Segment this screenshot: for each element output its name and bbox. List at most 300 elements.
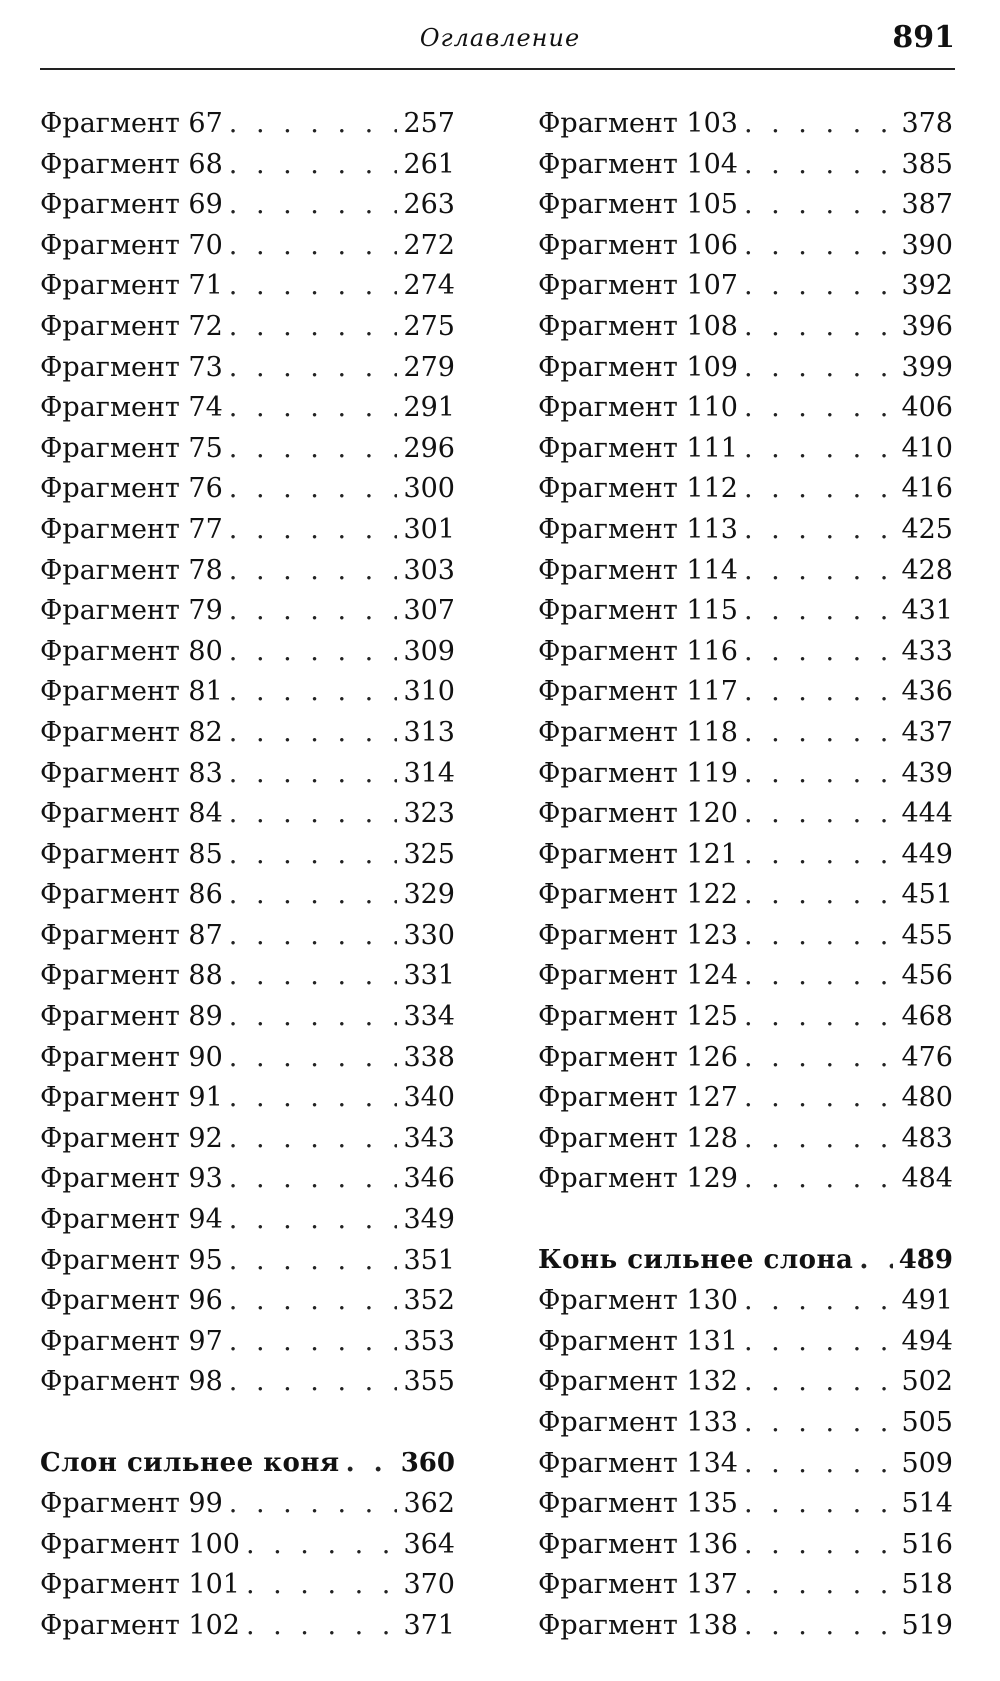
dot-leader [229, 352, 398, 383]
entry-page-number: 425 [901, 513, 953, 545]
toc-entry [40, 1245, 455, 1286]
entry-page-number: 371 [403, 1609, 455, 1641]
dot-leader [229, 555, 398, 586]
toc-entry [40, 879, 455, 920]
dot-leader [744, 230, 895, 261]
entry-label: Фрагмент 124 [538, 960, 738, 992]
dot-leader [744, 595, 895, 626]
entry-page-number: 346 [403, 1163, 455, 1195]
toc-entry [538, 352, 953, 393]
entry-label: Фрагмент 104 [538, 148, 738, 180]
entry-page-number: 505 [901, 1407, 953, 1438]
entry-page-number: 309 [403, 635, 455, 667]
dot-leader [229, 108, 398, 139]
dot-leader [744, 1326, 895, 1357]
entry-label: Фрагмент 67 [40, 108, 223, 139]
toc-entry [40, 798, 455, 839]
entry-page-number: 433 [901, 635, 953, 667]
entry-page-number: 456 [901, 960, 953, 992]
entry-label: Фрагмент 102 [40, 1609, 240, 1641]
entry-page-number: 519 [901, 1609, 953, 1641]
entry-label: Фрагмент 122 [538, 879, 738, 911]
entry-page-number: 364 [403, 1528, 455, 1560]
entry-label: Фрагмент 114 [538, 554, 738, 586]
toc-entry [40, 1326, 455, 1367]
toc-entry [40, 1285, 455, 1326]
toc-entry [538, 798, 953, 839]
entry-page-number: 387 [901, 189, 953, 221]
entry-page-number: 274 [403, 270, 455, 302]
toc-entry [40, 311, 455, 352]
toc-entry [538, 1326, 953, 1367]
dot-leader [229, 1285, 398, 1316]
dot-leader [744, 555, 895, 586]
dot-leader [744, 920, 895, 951]
entry-label: Фрагмент 73 [40, 351, 223, 383]
entry-page-number: 340 [403, 1082, 455, 1114]
toc-entry [40, 1366, 455, 1407]
toc-entry [40, 636, 455, 677]
entry-label: Фрагмент 75 [40, 432, 223, 464]
entry-page-number: 516 [901, 1528, 953, 1560]
entry-label: Фрагмент 126 [538, 1041, 738, 1073]
entry-page-number: 313 [403, 716, 455, 748]
entry-label: Фрагмент 86 [40, 879, 223, 911]
entry-label: Фрагмент 82 [40, 716, 223, 748]
entry-label: Фрагмент 111 [538, 432, 738, 464]
dot-leader [229, 717, 398, 748]
entry-page-number: 385 [901, 148, 953, 180]
dot-leader [744, 1529, 895, 1560]
toc-entry [538, 230, 953, 271]
toc-entry [40, 433, 455, 474]
entry-label: Фрагмент 78 [40, 554, 223, 586]
entry-page-number: 303 [403, 554, 455, 586]
entry-label: Фрагмент 85 [40, 838, 223, 870]
entry-label: Фрагмент 68 [40, 148, 223, 180]
toc-entry [40, 1610, 455, 1651]
page-number: 891 [892, 20, 955, 55]
toc-entry [538, 717, 953, 758]
entry-page-number: 370 [403, 1569, 455, 1601]
toc-entry [40, 960, 455, 1001]
dot-leader [859, 1245, 892, 1275]
dot-leader [229, 392, 398, 423]
entry-label: Фрагмент 131 [538, 1325, 738, 1357]
toc-entry [40, 352, 455, 393]
toc-entry [40, 1042, 455, 1083]
toc-left-column [40, 108, 455, 1651]
entry-label: Фрагмент 74 [40, 392, 223, 424]
dot-leader [229, 311, 398, 342]
toc-entry [40, 920, 455, 961]
dot-leader [229, 1488, 398, 1519]
dot-leader [229, 1204, 398, 1235]
dot-leader [246, 1529, 397, 1560]
toc-entry [538, 1569, 953, 1610]
entry-label: Фрагмент 87 [40, 919, 223, 951]
entry-label: Фрагмент 112 [538, 473, 738, 505]
entry-page-number: 307 [403, 595, 455, 627]
dot-leader [744, 1163, 895, 1194]
entry-label: Фрагмент 132 [538, 1366, 738, 1398]
entry-label: Фрагмент 133 [538, 1407, 738, 1438]
toc-entry [538, 1448, 953, 1489]
entry-label: Фрагмент 136 [538, 1528, 738, 1560]
toc-entry [40, 1204, 455, 1245]
entry-label: Фрагмент 130 [538, 1285, 738, 1317]
entry-label: Фрагмент 110 [538, 392, 738, 424]
toc-entry [538, 1488, 953, 1529]
entry-label: Фрагмент 92 [40, 1122, 223, 1154]
entry-label: Фрагмент 70 [40, 229, 223, 261]
entry-page-number: 396 [901, 310, 953, 342]
dot-leader [744, 1082, 895, 1113]
dot-leader [229, 230, 398, 261]
dot-leader [744, 879, 895, 910]
entry-page-number: 468 [901, 1001, 953, 1033]
toc-entry [538, 1285, 953, 1326]
entry-label: Фрагмент 121 [538, 838, 738, 870]
toc-entry [538, 920, 953, 961]
entry-page-number: 263 [403, 189, 455, 221]
entry-page-number: 275 [403, 310, 455, 342]
entry-label: Фрагмент 88 [40, 960, 223, 992]
entry-page-number: 455 [901, 919, 953, 951]
entry-label: Фрагмент 118 [538, 716, 738, 748]
dot-leader [229, 189, 398, 220]
dot-leader [229, 1123, 398, 1154]
entry-label: Фрагмент 76 [40, 473, 223, 505]
entry-label: Фрагмент 69 [40, 189, 223, 221]
entry-label: Фрагмент 109 [538, 351, 738, 383]
entry-label: Фрагмент 137 [538, 1569, 738, 1601]
entry-label: Фрагмент 72 [40, 310, 223, 342]
toc-entry [538, 1001, 953, 1042]
entry-page-number: 353 [403, 1325, 455, 1357]
toc-entry [538, 879, 953, 920]
entry-page-number: 431 [901, 595, 953, 627]
dot-leader [229, 879, 398, 910]
toc-entry [538, 1042, 953, 1083]
section-title: Конь сильнее слона [538, 1244, 854, 1275]
entry-page-number: 310 [403, 676, 455, 708]
toc-entry [538, 473, 953, 514]
entry-page-number: 360 [400, 1447, 455, 1478]
dot-leader [229, 473, 398, 504]
entry-label: Фрагмент 79 [40, 595, 223, 627]
toc-entry [538, 1163, 953, 1204]
entry-label: Фрагмент 138 [538, 1609, 738, 1641]
dot-leader [744, 270, 895, 301]
entry-page-number: 476 [901, 1041, 953, 1073]
dot-leader [229, 1326, 398, 1357]
entry-label: Фрагмент 128 [538, 1122, 738, 1154]
dot-leader [229, 1082, 398, 1113]
toc-entry [538, 555, 953, 596]
entry-page-number: 392 [901, 270, 953, 302]
entry-page-number: 491 [901, 1285, 953, 1317]
entry-page-number: 301 [403, 513, 455, 545]
dot-leader [229, 1001, 398, 1032]
entry-page-number: 330 [403, 919, 455, 951]
toc-entry [538, 1407, 953, 1448]
toc-entry [40, 108, 455, 149]
dot-leader [346, 1448, 395, 1478]
entry-page-number: 514 [901, 1488, 953, 1520]
entry-page-number: 272 [403, 229, 455, 261]
toc-entry [40, 1123, 455, 1164]
entry-page-number: 416 [901, 473, 953, 505]
header-divider [40, 68, 955, 70]
dot-leader [744, 433, 895, 464]
dot-leader [229, 1366, 398, 1397]
entry-page-number: 444 [901, 798, 953, 830]
entry-label: Фрагмент 94 [40, 1204, 223, 1236]
entry-page-number: 343 [403, 1122, 455, 1154]
entry-page-number: 300 [403, 473, 455, 505]
toc-entry [538, 1082, 953, 1123]
toc-entry [538, 189, 953, 230]
entry-label: Фрагмент 119 [538, 757, 738, 789]
entry-label: Фрагмент 93 [40, 1163, 223, 1195]
entry-page-number: 390 [901, 229, 953, 261]
entry-label: Фрагмент 95 [40, 1244, 223, 1276]
entry-label: Фрагмент 83 [40, 757, 223, 789]
entry-page-number: 338 [403, 1041, 455, 1073]
toc-entry [538, 514, 953, 555]
toc-entry [40, 1082, 455, 1123]
entry-page-number: 355 [403, 1366, 455, 1398]
toc-entry [40, 595, 455, 636]
entry-label: Фрагмент 116 [538, 635, 738, 667]
toc-entry [40, 717, 455, 758]
toc-entry [40, 270, 455, 311]
dot-leader [744, 1285, 895, 1316]
entry-label: Фрагмент 77 [40, 513, 223, 545]
toc-entry [40, 392, 455, 433]
entry-label: Фрагмент 106 [538, 229, 738, 261]
section-spacer [538, 1204, 953, 1245]
entry-page-number: 436 [901, 676, 953, 708]
entry-label: Фрагмент 107 [538, 270, 738, 302]
toc-entry [538, 433, 953, 474]
toc-entry [40, 1488, 455, 1529]
toc-entry [538, 1529, 953, 1570]
dot-leader [229, 798, 398, 829]
entry-page-number: 489 [898, 1244, 953, 1275]
entry-label: Фрагмент 80 [40, 635, 223, 667]
entry-page-number: 494 [901, 1325, 953, 1357]
toc-entry [538, 108, 953, 149]
entry-page-number: 437 [901, 716, 953, 748]
toc-entry [538, 1610, 953, 1651]
toc-section-heading [40, 1448, 455, 1489]
entry-label: Фрагмент 120 [538, 798, 738, 830]
entry-page-number: 334 [403, 1001, 455, 1033]
entry-page-number: 331 [403, 960, 455, 992]
dot-leader [744, 798, 895, 829]
entry-label: Фрагмент 117 [538, 676, 738, 708]
entry-page-number: 410 [901, 432, 953, 464]
toc-entry [538, 758, 953, 799]
toc-section-heading [538, 1245, 953, 1286]
toc-entry [40, 230, 455, 271]
entry-page-number: 296 [403, 432, 455, 464]
toc-entry [40, 1529, 455, 1570]
dot-leader [229, 1042, 398, 1073]
dot-leader [229, 920, 398, 951]
dot-leader [744, 1488, 895, 1519]
entry-label: Фрагмент 101 [40, 1569, 240, 1601]
entry-label: Фрагмент 127 [538, 1082, 738, 1114]
entry-page-number: 257 [403, 108, 455, 139]
entry-page-number: 329 [403, 879, 455, 911]
entry-label: Фрагмент 98 [40, 1366, 223, 1398]
entry-label: Фрагмент 91 [40, 1082, 223, 1114]
dot-leader [229, 514, 398, 545]
entry-page-number: 484 [901, 1163, 953, 1195]
toc-entry [40, 473, 455, 514]
dot-leader [744, 636, 895, 667]
section-title: Слон сильнее коня [40, 1447, 340, 1478]
entry-page-number: 323 [403, 798, 455, 830]
entry-label: Фрагмент 96 [40, 1285, 223, 1317]
entry-page-number: 406 [901, 392, 953, 424]
dot-leader [744, 1569, 895, 1600]
toc-entry [538, 149, 953, 190]
entry-label: Фрагмент 123 [538, 919, 738, 951]
entry-label: Фрагмент 84 [40, 798, 223, 830]
dot-leader [744, 1610, 895, 1641]
entry-page-number: 509 [901, 1447, 953, 1479]
dot-leader [744, 676, 895, 707]
dot-leader [744, 717, 895, 748]
entry-page-number: 451 [901, 879, 953, 911]
toc-entry [40, 676, 455, 717]
entry-label: Фрагмент 135 [538, 1488, 738, 1520]
dot-leader [229, 1245, 398, 1276]
entry-label: Фрагмент 125 [538, 1001, 738, 1033]
entry-label: Фрагмент 105 [538, 189, 738, 221]
entry-page-number: 325 [403, 838, 455, 870]
entry-label: Фрагмент 99 [40, 1488, 223, 1520]
dot-leader [744, 514, 895, 545]
toc-entry [40, 149, 455, 190]
toc-entry [538, 595, 953, 636]
dot-leader [229, 270, 398, 301]
dot-leader [229, 595, 398, 626]
entry-label: Фрагмент 129 [538, 1163, 738, 1195]
entry-label: Фрагмент 97 [40, 1325, 223, 1357]
toc-entry [538, 676, 953, 717]
dot-leader [744, 311, 895, 342]
toc-entry [40, 189, 455, 230]
entry-page-number: 279 [403, 351, 455, 383]
dot-leader [744, 758, 895, 789]
entry-label: Фрагмент 89 [40, 1001, 223, 1033]
entry-label: Фрагмент 134 [538, 1447, 738, 1479]
toc-right-column [538, 108, 953, 1651]
dot-leader [744, 473, 895, 504]
dot-leader [744, 1123, 895, 1154]
dot-leader [744, 839, 895, 870]
dot-leader [229, 433, 398, 464]
entry-page-number: 449 [901, 838, 953, 870]
dot-leader [229, 960, 398, 991]
entry-label: Фрагмент 115 [538, 595, 738, 627]
dot-leader [744, 392, 895, 423]
toc-entry [40, 1001, 455, 1042]
dot-leader [744, 1448, 895, 1479]
entry-label: Фрагмент 108 [538, 310, 738, 342]
dot-leader [229, 149, 398, 180]
toc-entry [40, 1569, 455, 1610]
toc-entry [538, 839, 953, 880]
entry-page-number: 428 [901, 554, 953, 586]
entry-page-number: 314 [403, 757, 455, 789]
toc-entry [40, 514, 455, 555]
section-spacer [40, 1407, 455, 1448]
toc-entry [40, 1163, 455, 1204]
dot-leader [744, 1366, 895, 1397]
entry-page-number: 483 [901, 1122, 953, 1154]
dot-leader [229, 636, 398, 667]
running-header-title: Оглавление [419, 24, 581, 52]
entry-label: Фрагмент 90 [40, 1041, 223, 1073]
entry-page-number: 480 [901, 1082, 953, 1114]
entry-page-number: 518 [901, 1569, 953, 1601]
toc-entry [40, 758, 455, 799]
dot-leader [229, 839, 398, 870]
dot-leader [744, 960, 895, 991]
dot-leader [229, 758, 398, 789]
dot-leader [744, 1001, 895, 1032]
entry-page-number: 352 [403, 1285, 455, 1317]
entry-page-number: 351 [403, 1244, 455, 1276]
dot-leader [246, 1610, 397, 1641]
entry-label: Фрагмент 113 [538, 513, 738, 545]
dot-leader [744, 352, 895, 383]
entry-page-number: 439 [901, 757, 953, 789]
toc-entry [538, 392, 953, 433]
toc-entry [40, 839, 455, 880]
toc-entry [538, 270, 953, 311]
entry-page-number: 399 [901, 351, 953, 383]
entry-page-number: 349 [403, 1204, 455, 1236]
toc-entry [538, 1366, 953, 1407]
entry-label: Фрагмент 81 [40, 676, 223, 708]
entry-label: Фрагмент 100 [40, 1528, 240, 1560]
entry-page-number: 378 [901, 108, 953, 139]
dot-leader [744, 1407, 895, 1438]
entry-label: Фрагмент 103 [538, 108, 738, 139]
entry-page-number: 291 [403, 392, 455, 424]
dot-leader [229, 1163, 398, 1194]
toc-entry [538, 311, 953, 352]
dot-leader [744, 1042, 895, 1073]
dot-leader [246, 1569, 397, 1600]
dot-leader [744, 149, 895, 180]
dot-leader [229, 676, 398, 707]
dot-leader [744, 108, 895, 139]
toc-entry [538, 1123, 953, 1164]
entry-page-number: 362 [403, 1488, 455, 1520]
entry-page-number: 502 [901, 1366, 953, 1398]
entry-page-number: 261 [403, 148, 455, 180]
toc-entry [40, 555, 455, 596]
toc-entry [538, 636, 953, 677]
